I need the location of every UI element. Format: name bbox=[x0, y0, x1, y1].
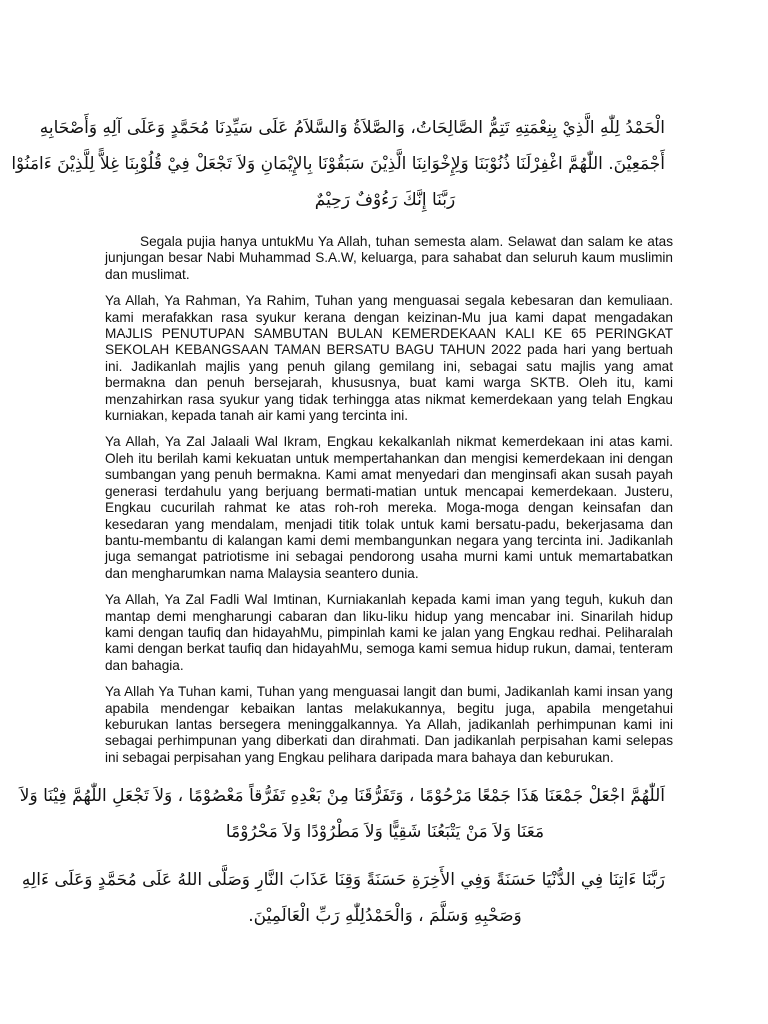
opening-prayer bbox=[11, 110, 665, 218]
prayer-body bbox=[105, 234, 673, 776]
paragraph-gratitude: Ya Allah, Ya Rahman, Ya Rahim, Tuhan yang menguasai segala kebesaran dan kemuliaan. kami merafakkan rasa syukur kerana dengan keizinan-Mu jua kami dapat mengadakan MAJLIS PENUTUPAN SAMBUTAN BULAN KEMERDEKAAN KALI KE 65 PERINGKAT SEKOLAH KEBANGSAAN TAMAN BERSATU BAGU TAHUN 2022 pada hari yang bertuah ini. Jadikanlah majlis yang penuh gilang gemilang ini, sebagai satu majlis yang amat bermakna dan penuh bersejarah, khususnya, buat kami warga SKTB. Oleh itu, kami menzahirkan rasa syukur yang tidak terhingga atas nikmat kemerdekaan yang telah Engkau kurniakan, kepada tanah air kami yang tercinta ini. bbox=[105, 293, 673, 424]
closing-prayer-2-line-2: وَصَحْبِهِ وَسَلَّمَ ، وَالْحَمْدُلِلّٰهِ رَبِّ الْعَالَمِيْنَ. bbox=[248, 906, 522, 926]
opening-prayer-line-1: الْحَمْدُ لِلّٰهِ الَّذِيْ بِنِعْمَتِهِ تَتِمُّ الصَّالِحَاتُ، وَالصَّلاَةُ وَالسَّلاَمُ عَلَى سَيِّدِنَا مُحَمَّدٍ وَعَلَى آلِهِ وَأَصْحَابِهِ bbox=[39, 118, 665, 138]
closing-prayer-1-line-1: اَللّٰهُمَّ اجْعَلْ جَمْعَنَا هَذَا جَمْعًا مَرْحُوْمًا ، وَتَفَرُّقَنَا مِنْ بَعْدِهِ تَفَرُّقاً مَعْصُوْمًا ، وَلاَ تَجْعَلِ اللّٰهُمَّ فِيْنَا وَلاَ bbox=[19, 786, 665, 806]
paragraph-praise: Segala pujia hanya untukMu Ya Allah, tuhan semesta alam. Selawat dan salam ke atas junjungan besar Nabi Muhammad S.A.W, keluarga, para sahabat dan seluruh kaum muslimin dan muslimat. bbox=[105, 234, 673, 282]
closing-prayer-1 bbox=[19, 778, 665, 850]
closing-prayer-2-line-1: رَبَّنَا ءَاتِنَا فِي الدُّنْيَا حَسَنَةً وَفِي الأَخِرَةِ حَسَنَةً وَقِنَا عَذَابَ النَّارِ وَصَلَّى اللهُ عَلَى مُحَمَّدٍ وَعَلَى ءَالِهِ bbox=[21, 870, 665, 890]
paragraph-independence: Ya Allah, Ya Zal Jalaali Wal Ikram, Engkau kekalkanlah nikmat kemerdekaan ini atas kami. Oleh itu berilah kami kekuatan untuk mempertahankan dan mengisi kemerdekaan ini dengan sumbangan yang penuh bermakna. Kami amat menyedari dan menginsafi akan susah payah generasi terdahulu yang berjuang bermati-matian untuk mencapai kemerdekaan. Justeru, Engkau cucurilah rahmat ke atas roh-roh mereka. Moga-moga dengan keinsafan dan kesedaran yang mendalam, menjadi titik tolak untuk kami bersatu-padu, bekerjasama dan bantu-membantu di kalangan kami demi membangunkan negara yang tercinta ini. Jadikanlah juga semangat patriotisme ini sebagai pendorong usaha murni kami untuk memartabatkan dan mengharumkan nama Malaysia seantero dunia. bbox=[105, 434, 673, 581]
paragraph-faith: Ya Allah, Ya Zal Fadli Wal Imtinan, Kurniakanlah kepada kami iman yang teguh, kukuh dan mantap demi mengharungi cabaran dan liku-liku hidup yang mencabar ini. Sinarilah hidup kami dengan taufiq dan hidayahMu, pimpinlah kami ke jalan yang Engkau redhai. Peliharalah kami dengan berkat taufiq dan hidayahMu, semoga kami semua hidup rukun, damai, tenteram dan bahagia. bbox=[105, 592, 673, 673]
opening-prayer-line-2: أَجْمَعِيْنَ. اللّٰهُمَّ اغْفِرْلَنَا ذُنُوْبَنَا وَلِإِخْوَانِنَا الَّذِيْنَ سَبَقُوْنَا بِالإِيْمَانِ وَلاَ تَجْعَلْ فِيْ قُلُوْبِنَا غِلاًّ لِلَّذِيْنَ ءَامَنُوْا bbox=[11, 154, 665, 174]
paragraph-gathering: Ya Allah Ya Tuhan kami, Tuhan yang menguasai langit dan bumi, Jadikanlah kami insan yang apabila mendengar kebaikan lantas melakukannya, begitu juga, apabila mengetahui keburukan lantas bersegera meninggalkannya. Ya Allah, jadikanlah perhimpunan kami ini sebagai perhimpunan yang diberkati dan dirahmati. Dan jadikanlah perpisahan kami selepas ini sebagai perpisahan yang Engkau pelihara daripada mara bahaya dan keburukan. bbox=[105, 684, 673, 765]
opening-prayer-line-3: رَبَّنَا إِنَّكَ رَءُوْفٌ رَحِيْمٌ bbox=[314, 190, 456, 210]
closing-prayer-2 bbox=[21, 862, 665, 934]
closing-prayer-1-line-2: مَعَنَا وَلاَ مَنْ يَتْبَعُنَا شَقِيًّا وَلاَ مَطْرُوْدًا وَلاَ مَحْرُوْمًا bbox=[225, 822, 545, 842]
